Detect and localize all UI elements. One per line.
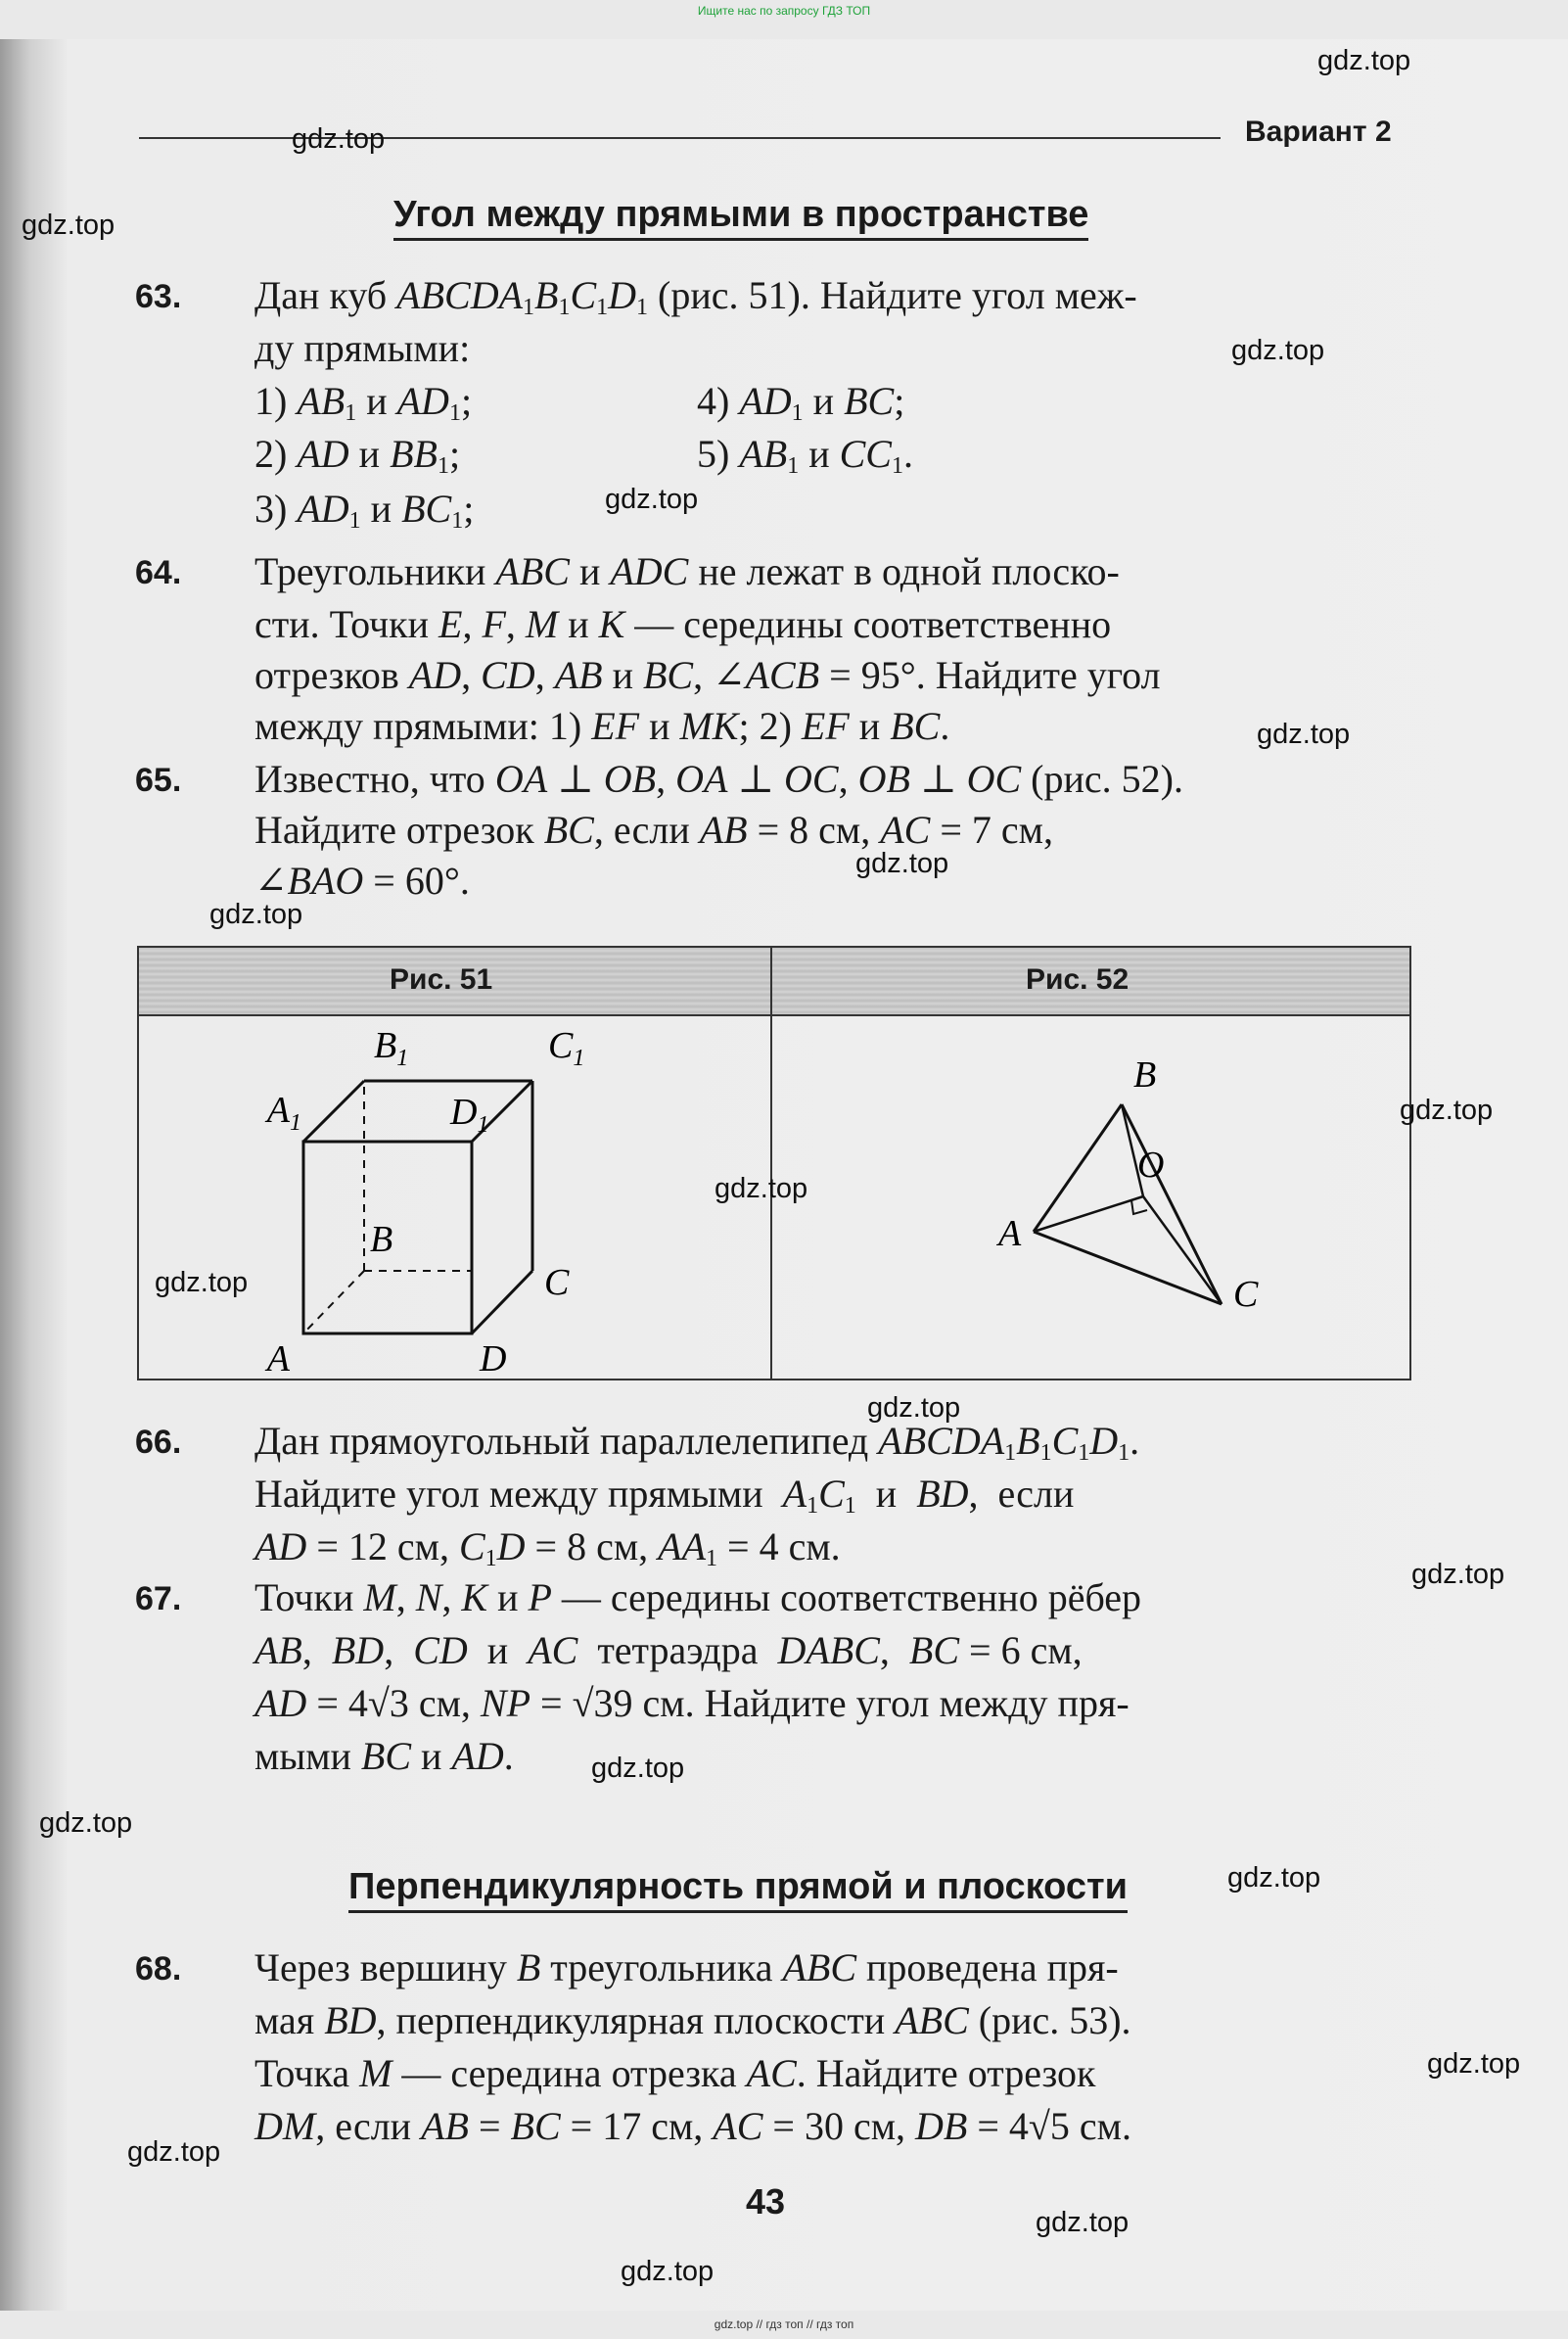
problem-63-item-1: 1) $AB_1$ и $AD_1$; [254,379,473,426]
problem-63-line-2: ду прямыми: [254,326,471,370]
fig51-label-D: D [480,1338,507,1377]
watermark: gdz.top [1036,2207,1130,2238]
problem-63-item-3: 3) $AD_1$ и $BC_1$; [254,487,475,534]
watermark: gdz.top [591,1753,685,1784]
fig51-cube [139,1016,769,1377]
watermark: gdz.top [715,1173,808,1204]
watermark: gdz.top [605,484,699,515]
fig51-label-B1: $B_1$ [374,1025,409,1071]
problem-63-item-5: 5) $AB_1$ и $CC_1$. [697,432,913,479]
watermark: gdz.top [867,1392,961,1424]
bottom-banner: gdz.top // гдз топ // гдз топ [714,2317,854,2331]
watermark: gdz.top [1400,1095,1494,1126]
figure-table-header [139,948,1409,1016]
problem-68-line-1: Через вершину B треугольника ABC проведена пря- [254,1945,1119,1989]
problem-65-line-3: ∠BAO = 60°. [254,859,470,903]
section-title-angle: Угол между прямыми в пространстве [393,194,1088,241]
watermark: gdz.top [127,2136,221,2168]
problem-65-line-1: Известно, что OA ⊥ OB, OA ⊥ OC, OB ⊥ OC (рис. 52). [254,757,1183,801]
fig51-label-D1: $D_1$ [450,1092,489,1138]
problem-number-67: 67. [135,1580,182,1617]
fig51-label-B: B [370,1219,393,1260]
problem-number-63: 63. [135,278,182,315]
watermark: gdz.top [1231,335,1325,366]
variant-label: Вариант 2 [1245,116,1392,148]
problem-67-line-2: AB, BD, CD и AC тетраэдра DABC, BC = 6 см, [254,1628,1083,1672]
watermark: gdz.top [22,210,115,241]
problem-63-item-4: 4) $AD_1$ и BC; [697,379,905,426]
problem-64-line-4: между прямыми: 1) EF и MK; 2) EF и BC. [254,704,950,748]
fig52-label-C: C [1233,1274,1259,1315]
problem-66-line-2: Найдите угол между прямыми $A_1C_1$ и BD, если [254,1472,1075,1519]
watermark: gdz.top [1427,2048,1521,2080]
watermark: gdz.top [39,1807,133,1839]
problem-63-line-1: Дан куб $ABCDA_1B_1C_1D_1$ (рис. 51). Найдите угол меж- [254,273,1137,320]
problem-64-line-1: Треугольники ABC и ADC не лежат в одной плоско- [254,549,1120,593]
problem-number-64: 64. [135,554,182,591]
problem-67-line-1: Точки M, N, K и P — середины соответственно рёбер [254,1575,1142,1619]
fig52-tetrahedron [773,1016,1407,1377]
fig51-label-C: C [544,1262,570,1303]
watermark: gdz.top [209,899,303,930]
section-title-perp: Перпендикулярность прямой и плоскости [348,1866,1128,1913]
top-banner: Ищите нас по запросу ГДЗ ТОП [697,4,871,18]
watermark: gdz.top [1257,719,1351,750]
fig52-label-B: B [1133,1054,1157,1096]
fig52-title: Рис. 52 [1026,963,1130,996]
problem-66-line-3: AD = 12 см, $C_1D = 8$ см, $AA_1 = 4$ см. [254,1524,841,1571]
problem-number-65: 65. [135,762,182,799]
problem-67-line-3: AD = 4√3 см, NP = √39 см. Найдите угол между пря- [254,1681,1130,1725]
problem-68-line-3: Точка M — середина отрезка AC. Найдите отрезок [254,2051,1096,2095]
problem-64-line-3: отрезков AD, CD, AB и BC, ∠ACB = 95°. Найдите угол [254,653,1161,697]
problem-66-line-1: Дан прямоугольный параллелепипед $ABCDA_1B_1C_1D_1$. [254,1419,1140,1466]
problem-64-line-2: сти. Точки E, F, M и K — середины соответственно [254,602,1112,646]
figure-divider [770,948,772,1379]
fig52-label-A: A [998,1213,1022,1254]
watermark: gdz.top [1317,45,1411,76]
watermark: gdz.top [1411,1559,1505,1590]
problem-number-68: 68. [135,1950,182,1988]
problem-67-line-4: мыми BC и AD. [254,1734,514,1778]
fig51-label-A1: $A_1$ [266,1090,301,1136]
watermark: gdz.top [855,848,949,879]
problem-63-item-2: 2) AD и $BB_1$; [254,432,461,479]
fig51-label-A: A [266,1338,290,1377]
fig51-title: Рис. 51 [390,963,493,996]
watermark: gdz.top [292,123,386,155]
problem-65-line-2: Найдите отрезок BC, если AB = 8 см, AC = 7 см, [254,808,1053,852]
page-number: 43 [746,2181,786,2222]
problem-68-line-2: мая BD, перпендикулярная плоскости ABC (рис. 53). [254,1998,1131,2042]
problem-68-line-4: DM, если AB = BC = 17 см, AC = 30 см, DB = 4√5 см. [254,2104,1131,2148]
watermark: gdz.top [155,1267,249,1298]
watermark: gdz.top [621,2256,715,2287]
fig52-label-O: O [1137,1145,1165,1186]
fig51-label-C1: $C_1$ [548,1025,585,1071]
problem-number-66: 66. [135,1424,182,1461]
figure-table [137,946,1411,1380]
watermark: gdz.top [1227,1862,1321,1894]
